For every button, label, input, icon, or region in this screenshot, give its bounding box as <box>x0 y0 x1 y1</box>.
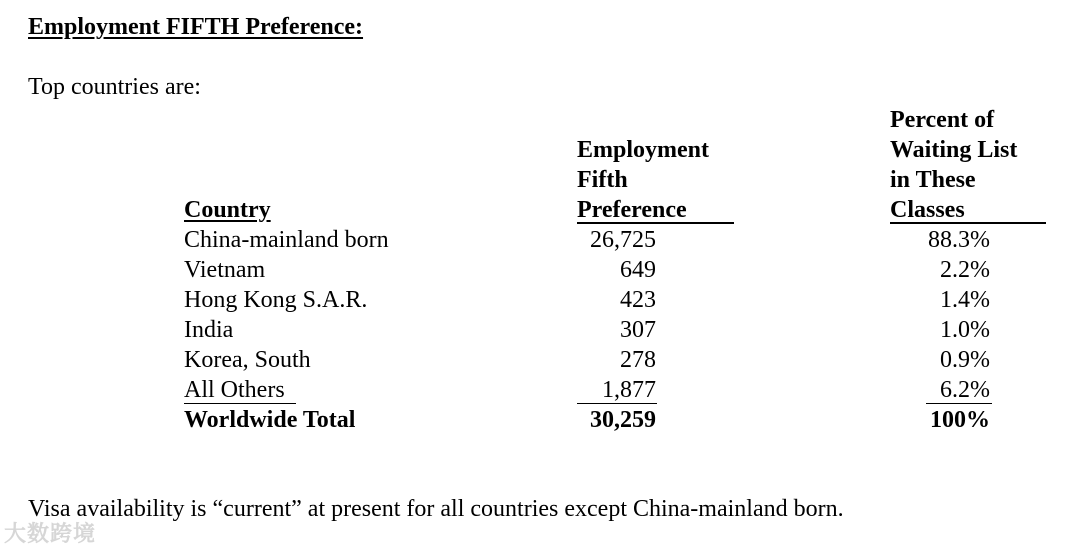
count-cell: 1,877 <box>602 377 656 403</box>
percent-cell: 6.2% <box>940 377 990 403</box>
total-label: Worldwide Total <box>184 407 356 433</box>
watermark: 大数跨境 <box>4 522 97 547</box>
percent-cell: 1.4% <box>940 287 990 313</box>
column-header-line: Waiting List <box>890 137 1018 163</box>
column-header-line: Employment <box>577 137 709 163</box>
count-cell: 423 <box>620 287 656 313</box>
country-cell: Vietnam <box>184 257 266 283</box>
row-underline <box>577 403 657 404</box>
country-cell: Hong Kong S.A.R. <box>184 287 368 313</box>
country-cell: India <box>184 317 234 343</box>
section-heading: Employment FIFTH Preference: <box>28 14 364 40</box>
table-row <box>0 225 1080 255</box>
column-header-line: Percent of <box>890 107 995 133</box>
row-underline <box>926 403 992 404</box>
percent-cell: 88.3% <box>928 227 990 253</box>
percent-cell: 1.0% <box>940 317 990 343</box>
footer-note: Visa availability is “current” at present for all countries except China-mainland born. <box>28 496 844 522</box>
count-cell: 649 <box>620 257 656 283</box>
column-header-line: in These <box>890 167 976 193</box>
table-row <box>0 255 1080 285</box>
country-cell: All Others <box>184 377 285 403</box>
intro-text: Top countries are: <box>28 74 201 100</box>
table-row <box>0 315 1080 345</box>
total-row <box>0 405 1080 435</box>
count-cell: 26,725 <box>590 227 656 253</box>
table-row <box>0 375 1080 405</box>
column-header-country: Country <box>184 197 271 223</box>
country-cell: China-mainland born <box>184 227 389 253</box>
column-header-percent-waiting-list <box>890 105 1046 225</box>
count-cell: 307 <box>620 317 656 343</box>
total-count: 30,259 <box>590 407 656 433</box>
header-underline <box>577 222 734 224</box>
row-underline <box>184 403 296 404</box>
column-header-employment-fifth-preference <box>577 135 734 225</box>
column-header-line: Fifth <box>577 167 628 193</box>
count-cell: 278 <box>620 347 656 373</box>
table-row <box>0 345 1080 375</box>
column-header-line: Classes <box>890 197 965 223</box>
percent-cell: 2.2% <box>940 257 990 283</box>
table-row <box>0 285 1080 315</box>
total-percent: 100% <box>930 407 990 433</box>
column-header-line: Preference <box>577 197 687 223</box>
header-underline <box>890 222 1046 224</box>
percent-cell: 0.9% <box>940 347 990 373</box>
country-cell: Korea, South <box>184 347 311 373</box>
